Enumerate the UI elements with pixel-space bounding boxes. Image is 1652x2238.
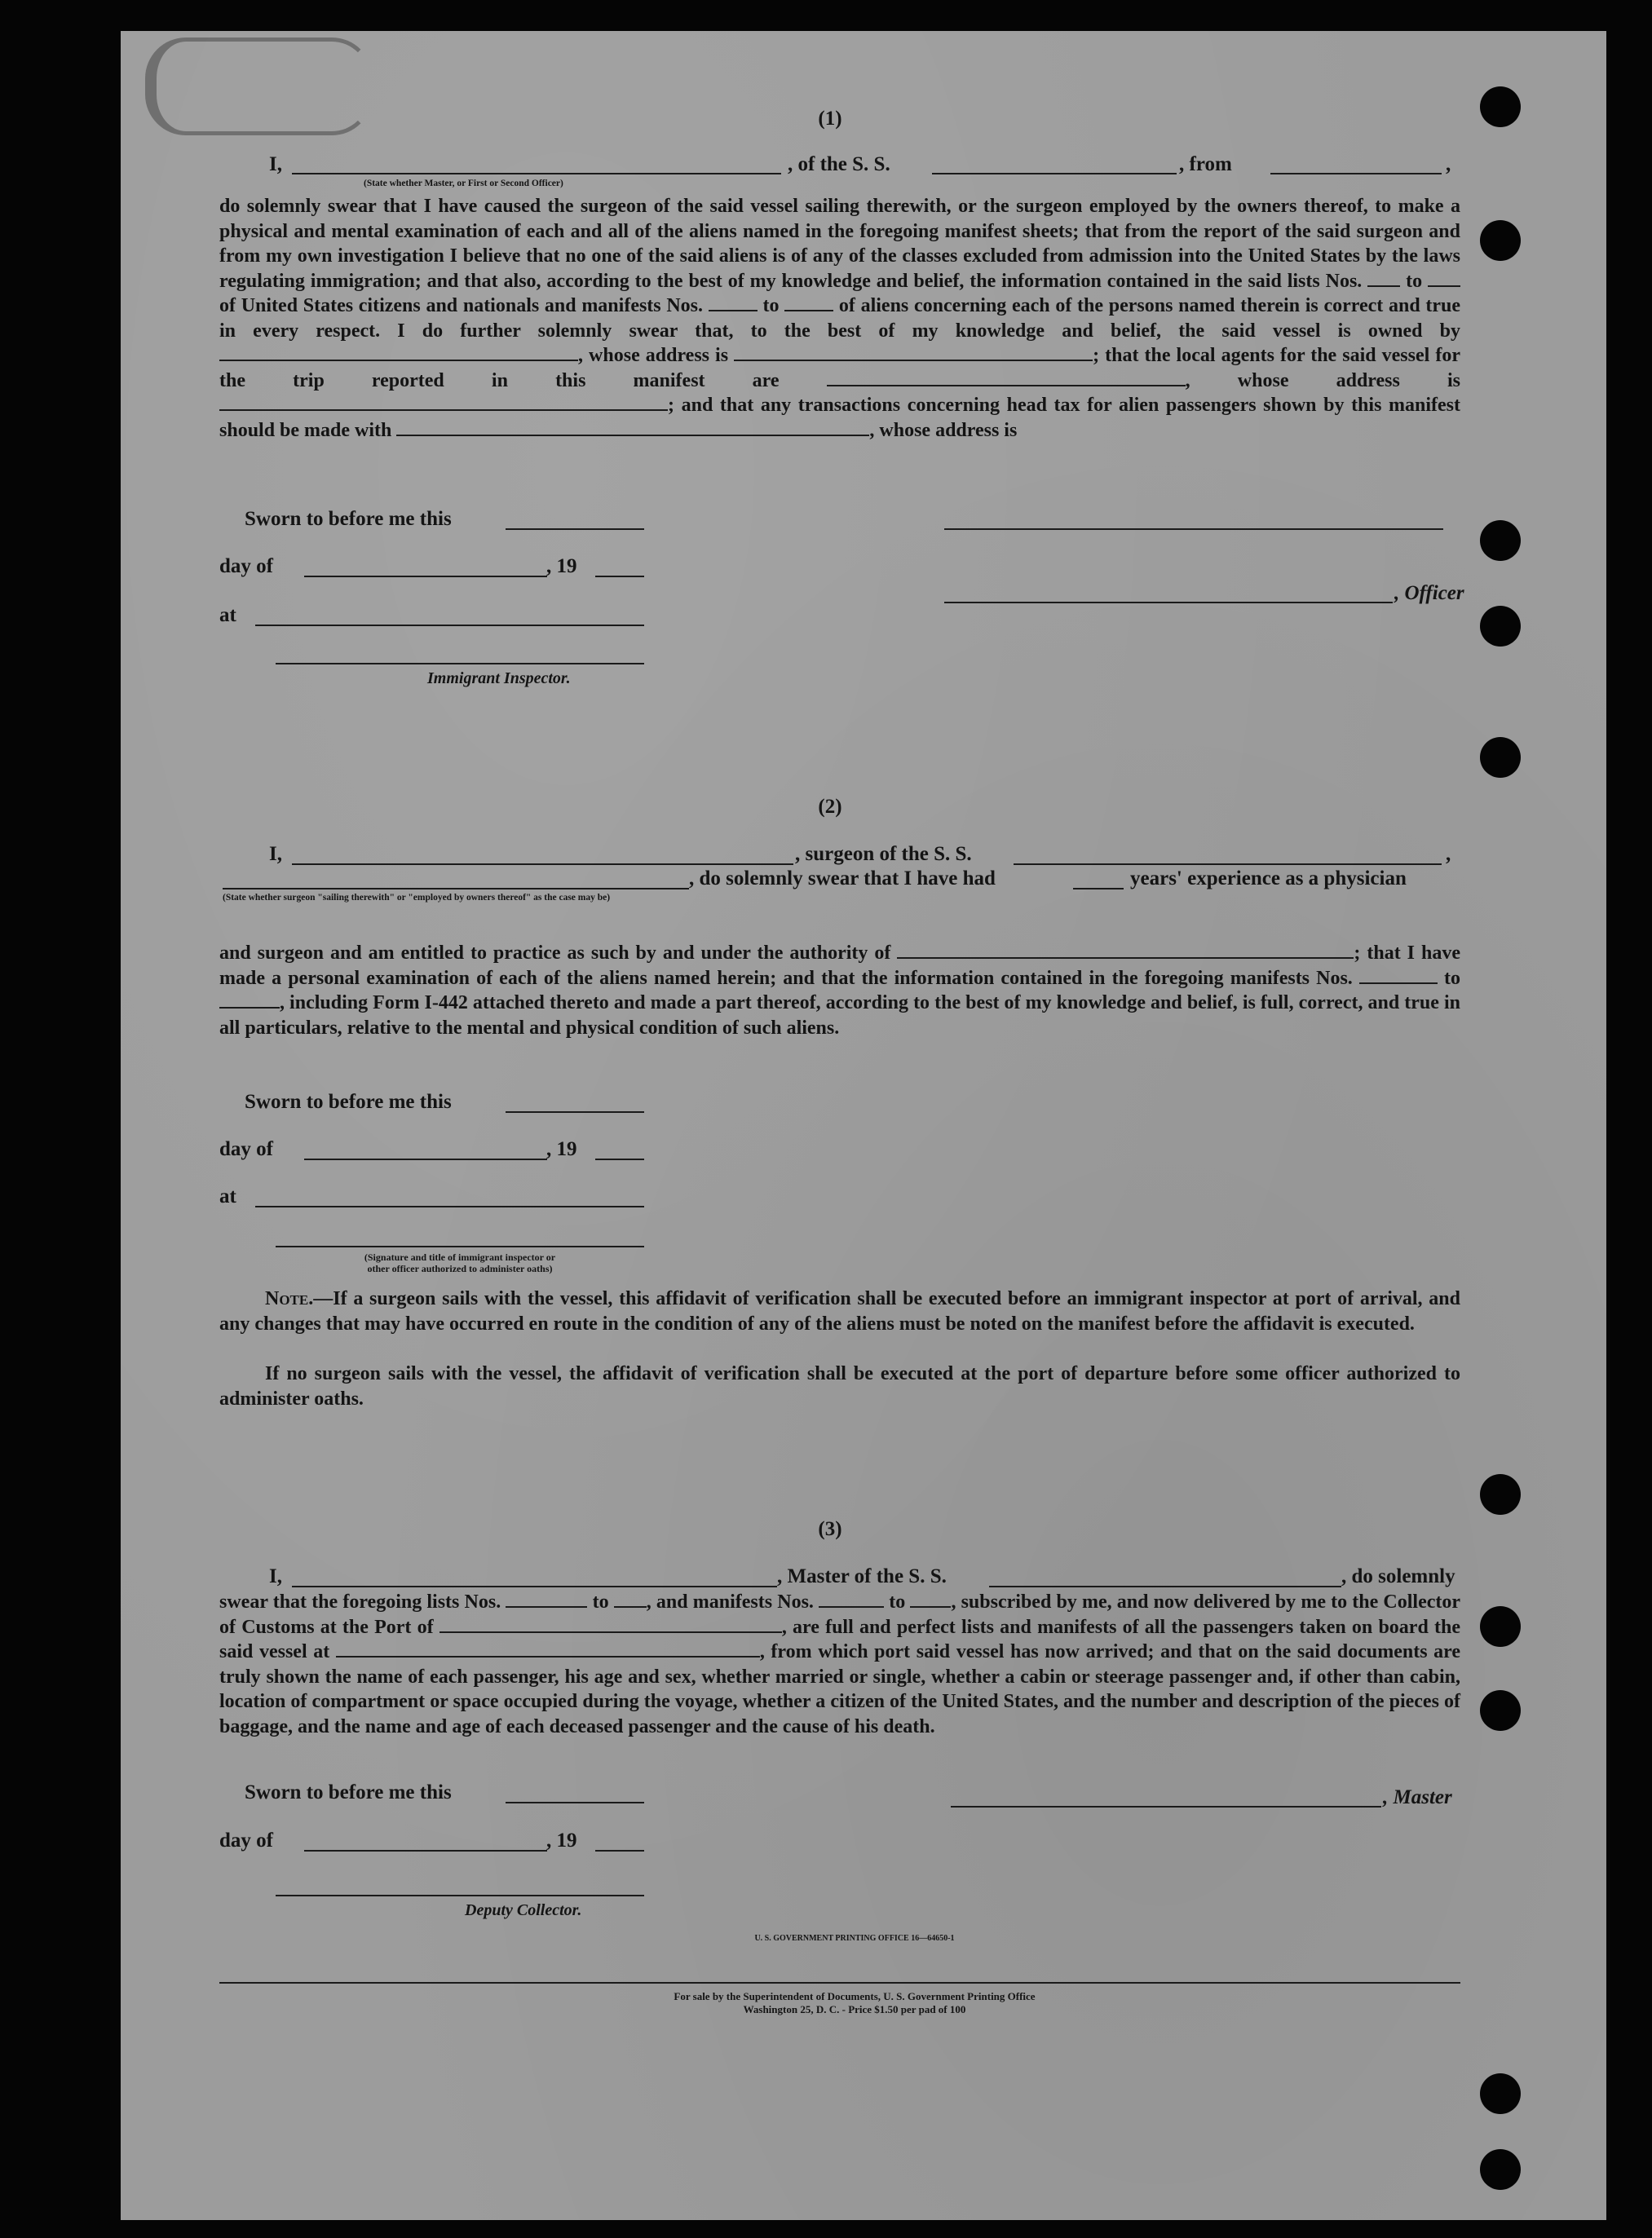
master-signature-line xyxy=(951,1806,1381,1808)
binder-hole xyxy=(1480,1474,1521,1515)
surgeon-note: (State whether surgeon "sailing therewith" or "employed by owners thereof" as the case may be) xyxy=(223,893,611,903)
section-2-text-a: and surgeon and am entitled to practice as such by and under the authority of xyxy=(219,942,891,964)
section-2-day-of: day of xyxy=(219,1138,273,1160)
officer-note: (State whether Master, or First or Second Officer) xyxy=(364,179,563,188)
section-2-years: years' experience as a physician xyxy=(1130,867,1407,889)
section-2-comma: , xyxy=(1446,843,1451,865)
owner-address-blank xyxy=(734,343,1093,361)
signature-line xyxy=(276,1246,644,1247)
section-1-sworn: Sworn to before me this xyxy=(245,508,452,530)
from-port-blank xyxy=(1270,173,1442,174)
footer-rule xyxy=(219,1982,1460,1984)
section-1-text-c: of aliens concerning each of the persons named therein is correct and true in every respect. I do further solemnly swear that, to the best of my knowledge and belief, the said vessel is owned by xyxy=(219,295,1461,342)
section-1-i: I, xyxy=(269,153,282,175)
section-1-text-h: , whose address is xyxy=(869,419,1018,441)
section-1-text-a: do solemnly swear that I have caused the surgeon of the said vessel sailing therewith, or the surgeon employed by the owners thereof, to make a physical and mental examination of each and all of the aliens named in the foregoing manifest sheets; that from the report of the said surgeon and from my own investigation I believe that no one of the said aliens is of any of the classes excluded from admission into the United States by the laws regulating immigration; and that also, according to the best of my knowledge and belief, the information contained in the said lists Nos. xyxy=(219,196,1460,292)
section-2-number: (2) xyxy=(818,796,842,818)
section-1-to-1: to xyxy=(1406,270,1423,292)
day-of-blank xyxy=(304,1850,547,1852)
section-1-at: at xyxy=(219,604,236,626)
agents-address-blank xyxy=(219,393,668,411)
officer-signature-line xyxy=(944,602,1393,603)
manifests-to-blank xyxy=(219,991,280,1009)
note-text-2: If no surgeon sails with the vessel, the affidavit of verification shall be executed at the port of departure before some officer authorized to administer oaths. xyxy=(219,1363,1460,1410)
note-text: —If a surgeon sails with the vessel, this affidavit of verification shall be executed before an immigrant inspector at port of arrival, and any changes that may have occurred en route in the condition of any of the aliens must be noted on the manifest before the affidavit is executed. xyxy=(219,1288,1460,1335)
section-3-year: , 19 xyxy=(546,1830,577,1852)
authority-blank xyxy=(897,941,1354,959)
binder-hole xyxy=(1480,86,1521,127)
binder-hole xyxy=(1480,737,1521,778)
year-blank xyxy=(595,1159,644,1160)
section-2-surgeon-label: , surgeon of the S. S. xyxy=(795,843,972,865)
section-3-master-label: , Master of the S. S. xyxy=(777,1565,947,1587)
binder-hole xyxy=(1480,1606,1521,1647)
section-1-year: , 19 xyxy=(546,555,577,577)
officer-upper-line xyxy=(944,528,1443,530)
manifests-to-blank xyxy=(910,1590,951,1608)
faded-stamp xyxy=(145,38,373,135)
section-2-to: to xyxy=(1444,967,1461,989)
surgeon-name-blank xyxy=(292,863,793,865)
surgeon-status-blank xyxy=(223,888,689,889)
customs-port-blank xyxy=(440,1615,782,1633)
section-1-text-g: ; and that any transactions concerning head tax for alien passengers shown by this manifest should be made with xyxy=(219,395,1460,441)
deputy-signature-line xyxy=(276,1895,644,1896)
section-3-number: (3) xyxy=(818,1518,842,1540)
sworn-day-blank xyxy=(506,528,644,530)
section-3-to-2: to xyxy=(889,1591,906,1613)
section-3-text-d: , are full and perfect lists and manifests of all the passengers taken on board the said vessel at xyxy=(219,1616,1461,1662)
section-1-number: (1) xyxy=(818,108,842,130)
officer-title-blank xyxy=(292,173,781,174)
section-1-text-b: of United States citizens and nationals and manifests Nos. xyxy=(219,295,704,316)
manifests-from-blank xyxy=(1359,966,1438,984)
section-3-text-b: , and manifests Nos. xyxy=(646,1591,814,1613)
section-2-year: , 19 xyxy=(546,1138,577,1160)
binder-hole xyxy=(1480,606,1521,647)
section-3-to-1: to xyxy=(592,1591,609,1613)
note-label: Note. xyxy=(265,1288,314,1309)
section-3-day-of: day of xyxy=(219,1830,273,1852)
binder-hole xyxy=(1480,1690,1521,1731)
section-3-text-c: , subscribed by me, and now delivered by me to the Collector of Customs at the Port of xyxy=(219,1591,1461,1638)
note-paragraph xyxy=(219,1287,1460,1336)
manifests-from-blank xyxy=(819,1590,884,1608)
binder-hole xyxy=(1480,2073,1521,2114)
at-blank xyxy=(255,1206,644,1207)
section-1-text-f: , whose address is xyxy=(1185,369,1460,391)
gpo-imprint: U. S. GOVERNMENT PRINTING OFFICE 16—64650-1 xyxy=(754,1934,955,1943)
surgeon-vessel-blank xyxy=(1014,863,1442,865)
sale-notice-2: Washington 25, D. C. - Price $1.50 per pad of 100 xyxy=(743,2003,966,2015)
master-label: , Master xyxy=(1383,1786,1452,1808)
section-2-i: I, xyxy=(269,843,282,865)
lists-from-blank xyxy=(506,1590,587,1608)
owner-blank xyxy=(219,343,578,361)
signature-note-2: other officer authorized to administer oaths) xyxy=(367,1263,553,1274)
head-tax-blank xyxy=(396,418,869,436)
vessel-name-blank xyxy=(932,173,1177,174)
boarding-port-blank xyxy=(336,1640,760,1658)
manifests-to-blank xyxy=(784,294,833,311)
section-3-text-a: swear that the foregoing lists Nos. xyxy=(219,1591,501,1613)
form-sheet xyxy=(121,31,1606,2220)
sworn-day-blank xyxy=(506,1802,644,1803)
section-2-swear: , do solemnly swear that I have had xyxy=(689,867,996,889)
section-2-body xyxy=(219,941,1460,1040)
manifests-from-blank xyxy=(709,294,758,311)
section-3-body xyxy=(219,1590,1460,1739)
section-1-body xyxy=(219,194,1460,443)
officer-label: , Officer xyxy=(1394,582,1464,604)
lists-to-blank xyxy=(1428,269,1460,287)
section-2-text-b: ; that I have made a personal examination of each of the aliens named herein; and that the information contained in the foregoing manifests Nos. xyxy=(219,942,1460,989)
section-2-at: at xyxy=(219,1185,236,1207)
lists-from-blank xyxy=(1367,269,1400,287)
section-3-text-e: , from which port said vessel has now arrived; and that on the said documents are truly shown the name of each passenger, his age and sex, whether married or single, whether a cabin or steerage passenger and, if other than cabin, location of compartment or space occupied during the voyage, whether a citizen of the United States, and the number and description of the pieces of baggage, and the name and age of each deceased passenger and the cause of his death. xyxy=(219,1641,1461,1737)
section-1-ss-label: , of the S. S. xyxy=(788,153,890,175)
day-of-blank xyxy=(304,1159,547,1160)
signature-note-1: (Signature and title of immigrant inspector or xyxy=(364,1251,556,1263)
section-2-sworn: Sworn to before me this xyxy=(245,1091,452,1113)
lists-to-blank xyxy=(614,1590,647,1608)
section-2-text-c: , including Form I-442 attached thereto and made a part thereof, according to the best of my knowledge and belief, is full, correct, and true in all particulars, relative to the mental and physical condition of such aliens. xyxy=(219,992,1460,1039)
section-3-i: I, xyxy=(269,1565,282,1587)
section-1-text-d: , whose address is xyxy=(578,345,729,366)
deputy-collector-label: Deputy Collector. xyxy=(465,1901,582,1919)
binder-hole xyxy=(1480,2149,1521,2190)
sale-notice-1: For sale by the Superintendent of Documents, U. S. Government Printing Office xyxy=(674,1990,1036,2002)
section-1-day-of: day of xyxy=(219,555,273,577)
at-blank xyxy=(255,625,644,626)
note-paragraph-2 xyxy=(219,1362,1460,1411)
section-3-swear: , do solemnly xyxy=(1341,1565,1455,1587)
master-vessel-blank xyxy=(989,1586,1341,1587)
binder-hole xyxy=(1480,520,1521,561)
immigrant-inspector-label: Immigrant Inspector. xyxy=(427,669,571,687)
section-1-comma: , xyxy=(1446,153,1451,175)
day-of-blank xyxy=(304,576,547,577)
section-1-from-label: , from xyxy=(1179,153,1232,175)
section-1-to-2: to xyxy=(762,295,780,316)
agents-blank xyxy=(827,369,1186,386)
binder-hole xyxy=(1480,220,1521,261)
year-blank xyxy=(595,1850,644,1852)
year-blank xyxy=(595,576,644,577)
section-1-text-e: ; that the local agents for the said vessel for the trip reported in this manifest are xyxy=(219,345,1460,391)
years-blank xyxy=(1073,888,1124,889)
sworn-day-blank xyxy=(506,1111,644,1113)
section-3-sworn: Sworn to before me this xyxy=(245,1781,452,1803)
master-name-blank xyxy=(292,1586,777,1587)
inspector-signature-line xyxy=(276,663,644,664)
